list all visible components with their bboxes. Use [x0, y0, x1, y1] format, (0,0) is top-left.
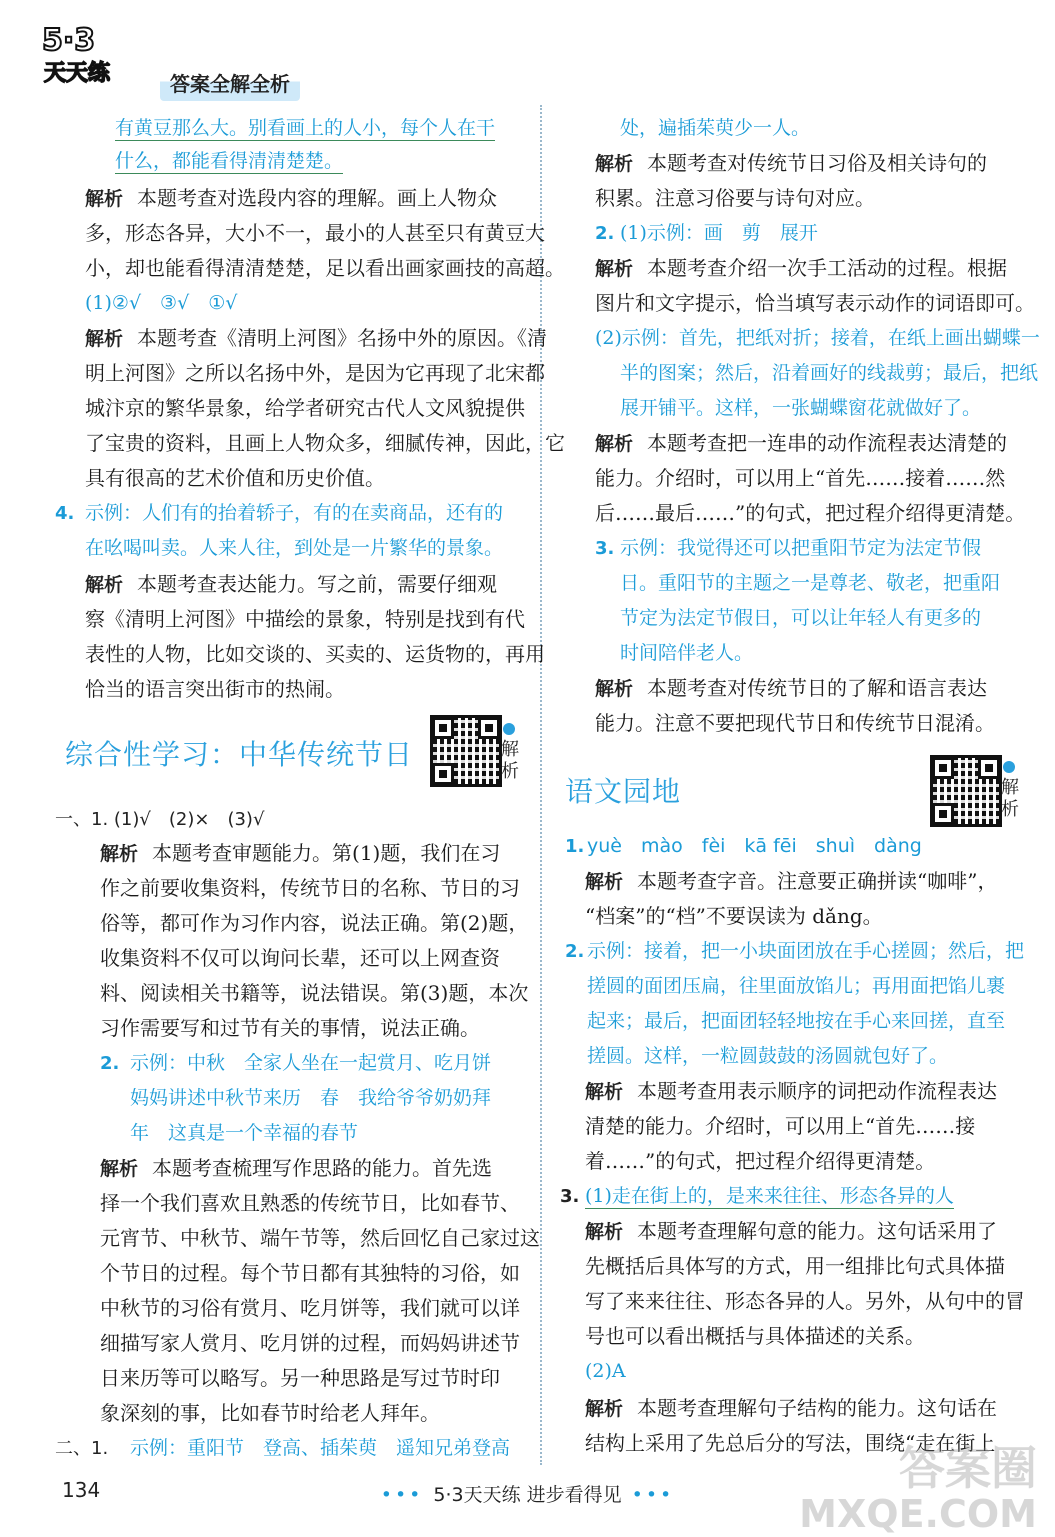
analysis-text: 俗等，都可作为习作内容，说法正确。第(2)题，: [100, 911, 529, 935]
analysis-text: 收集资料不仅可以询问长辈，还可以上网查资: [100, 946, 500, 970]
svg-text:天天练: 天天练: [44, 61, 111, 86]
answer-marks: (1)②√ ③√ ①√: [85, 292, 238, 314]
answer-line: (2)示例：首先，把纸对折；接着，在纸上画出蝴蝶一: [595, 327, 1040, 349]
analysis-text: 后……最后……”的句式，把过程介绍得更清楚。: [595, 501, 1026, 525]
answer-line: 时间陪伴老人。: [620, 642, 754, 664]
question-number: 3.: [560, 1186, 580, 1207]
answer-line: 什么，都能看得清清楚楚。: [115, 150, 344, 172]
analysis-text: 本题考查字音。注意要正确拼读“咖啡”，: [637, 869, 998, 893]
answer-line: 搓圆的面团压扁，往里面放馅儿；再用面把馅儿裹: [587, 975, 1006, 997]
jiexi-label: 解析: [100, 1158, 139, 1180]
analysis-text: 能力。注意不要把现代节日和传统节日混淆。: [595, 711, 995, 735]
analysis-text: 能力。介绍时，可以用上“首先……接着……然: [595, 466, 1006, 490]
analysis-text: 具有很高的艺术价值和历史价值。: [85, 466, 385, 490]
analysis-text: 清楚的能力。介绍时，可以用上“首先……接: [585, 1114, 976, 1138]
analysis-text: 表性的人物，比如交谈的、买卖的、运货物的，再用: [85, 642, 545, 666]
analysis-text: 本题考查理解句子结构的能力。这句话在: [637, 1396, 998, 1420]
answer-line: 有黄豆那么大。别看画上的人小，每个人在干: [115, 117, 496, 139]
analysis-text: 习作需要写和过节有关的事情，说法正确。: [100, 1016, 480, 1040]
dots-decoration: •••: [380, 1484, 424, 1506]
jiexi-label: 解析: [85, 188, 124, 210]
watermark-url: MXQE.COM: [799, 1492, 1037, 1536]
question-number: 一、1. (1)√ (2)× (3)√: [55, 809, 265, 830]
analysis-text: 先概括后具体写的方式，用一组排比句式具体描: [585, 1254, 1005, 1278]
slogan-text: 5·3天天练 进步看得见: [433, 1484, 622, 1506]
analysis-text: 细描写家人赏月、吃月饼的过程，而妈妈讲述节: [100, 1331, 520, 1355]
qr-code-icon[interactable]: [930, 755, 1002, 827]
answer-line: (1)示例：画 剪 展开: [620, 222, 818, 244]
jiexi-vertical-label: 解析: [501, 739, 519, 782]
analysis-text: 本题考查《清明上河图》名扬中外的原因。《清: [137, 326, 548, 350]
analysis-text: 个节日的过程。每个节日都有其独特的习俗，如: [100, 1261, 520, 1285]
section-title: 综合性学习：中华传统节日: [65, 738, 414, 771]
analysis-text: 图片和文字提示，恰当填写表示动作的词语即可。: [595, 291, 1035, 315]
dots-decoration: •••: [631, 1484, 675, 1506]
answer-line: 半的图案；然后，沿着画好的线裁剪；最后，把纸: [620, 362, 1039, 384]
analysis-text: 察《清明上河图》中描绘的景象，特别是找到有代: [85, 607, 525, 631]
answer-line: 妈妈讲述中秋节来历 春 我给爷爷奶奶拜: [130, 1087, 492, 1109]
analysis-text: 积累。注意习俗要与诗句对应。: [595, 186, 875, 210]
answer-line: 日。重阳节的主题之一是尊老、敬老，把重阳: [620, 572, 1001, 594]
answer-line: (2)A: [585, 1360, 626, 1382]
jiexi-vertical-label: 解析: [1001, 777, 1019, 820]
analysis-text: 本题考查用表示顺序的词把动作流程表达: [637, 1079, 998, 1103]
analysis-text: 日来历等可以略写。另一种思路是写过节时印: [100, 1366, 500, 1390]
question-number: 2.: [595, 223, 615, 244]
analysis-text: 小，却也能看得清清楚楚，足以看出画家画技的高超。: [85, 256, 565, 280]
answer-line: 示例：我觉得还可以把重阳节定为法定节假: [620, 537, 982, 559]
watermark: [799, 1441, 1037, 1537]
analysis-text: 本题考查审题能力。第(1)题，我们在习: [152, 841, 501, 865]
page-number: 134: [62, 1478, 101, 1502]
answer-line: 年 这真是一个幸福的春节: [130, 1122, 359, 1144]
jiexi-label: 解析: [595, 678, 634, 700]
question-number: 2.: [565, 941, 585, 962]
watermark-line: 答案圈: [899, 1441, 1037, 1495]
analysis-text: 结构上采用了先总后分的写法，围绕“走在街上: [585, 1431, 996, 1455]
analysis-text: 元宵节、中秋节、端午节等，然后回忆自己家过这: [100, 1226, 540, 1250]
answer-line: 示例：中秋 全家人坐在一起赏月、吃月饼: [130, 1052, 492, 1074]
analysis-text: 本题考查介绍一次手工活动的过程。根据: [647, 256, 1008, 280]
section-title: 语文园地: [565, 775, 682, 808]
analysis-text: 写了来来往往、形态各异的人。另外，从句中的冒: [585, 1289, 1025, 1313]
answer-line: 示例：重阳节 登高、插茱萸 遥知兄弟登高: [130, 1437, 511, 1459]
play-icon: [1003, 761, 1015, 773]
answer-line: 处，遍插茱萸少一人。: [620, 117, 811, 139]
page-header: [40, 18, 540, 96]
analysis-text: “档案”的“档”不要误读为 dǎng。: [585, 904, 883, 928]
answer-line: 节定为法定节假日，可以让年轻人有更多的: [620, 607, 982, 629]
analysis-text: 恰当的语言突出街市的热闹。: [85, 677, 345, 701]
question-number: 4.: [55, 503, 75, 524]
jiexi-label: 解析: [585, 1081, 624, 1103]
answer-line: 展开铺平。这样，一张蝴蝶窗花就做好了。: [620, 397, 982, 419]
analysis-text: 本题考查理解句意的能力。这句话采用了: [637, 1219, 998, 1243]
answer-line: (1)走在街上的，是来来往往、形态各异的人: [585, 1185, 954, 1207]
column-divider: [540, 105, 542, 1465]
analysis-text: 本题考查对传统节日习俗及相关诗句的: [647, 151, 988, 175]
analysis-text: 作之前要收集资料，传统节日的名称、节日的习: [100, 876, 520, 900]
analysis-text: 明上河图》之所以名扬中外，是因为它再现了北宋都: [85, 361, 545, 385]
analysis-text: 料、阅读相关书籍等，说法错误。第(3)题，本次: [100, 981, 529, 1005]
jiexi-label: 解析: [85, 328, 124, 350]
qr-code-icon[interactable]: [430, 715, 502, 787]
header-title: 答案全解全析: [160, 66, 300, 101]
jiexi-label: 解析: [585, 1221, 624, 1243]
analysis-text: 本题考查对选段内容的理解。画上人物众: [137, 186, 498, 210]
analysis-text: 着……”的句式，把过程介绍得更清楚。: [585, 1149, 936, 1173]
jiexi-label: 解析: [595, 258, 634, 280]
question-number: 3.: [595, 538, 615, 559]
analysis-text: 择一个我们喜欢且熟悉的传统节日，比如春节、: [100, 1191, 520, 1215]
jiexi-label: 解析: [100, 843, 139, 865]
analysis-text: 象深刻的事，比如春节时给老人拜年。: [100, 1401, 440, 1425]
pinyin-answer: yuè mào fèi kā fēi shuì dàng: [587, 835, 922, 857]
analysis-text: 本题考查表达能力。写之前，需要仔细观: [137, 572, 498, 596]
question-number: 1.: [565, 836, 585, 857]
jiexi-label: 解析: [595, 153, 634, 175]
analysis-text: 号也可以看出概括与具体描述的关系。: [585, 1324, 925, 1348]
analysis-text: 了宝贵的资料，且画上人物众多，细腻传神，因此，它: [85, 431, 565, 455]
answer-line: 在吆喝叫卖。人来人往，到处是一片繁华的景象。: [85, 537, 504, 559]
analysis-text: 中秋节的习俗有赏月、吃月饼等，我们就可以详: [100, 1296, 520, 1320]
analysis-text: 多，形态各异，大小不一，最小的人甚至只有黄豆大: [85, 221, 545, 245]
answer-line: 示例：接着，把一小块面团放在手心搓圆；然后，把: [587, 940, 1025, 962]
jiexi-label: 解析: [585, 1398, 624, 1420]
jiexi-label: 解析: [595, 433, 634, 455]
question-number: 二、1.: [55, 1438, 109, 1459]
answer-line: 示例：人们有的抬着轿子，有的在卖商品，还有的: [85, 502, 504, 524]
analysis-text: 本题考查对传统节日的了解和语言表达: [647, 676, 988, 700]
jiexi-label: 解析: [585, 871, 624, 893]
brand-logo-icon: [40, 18, 120, 88]
answer-line: 搓圆。这样，一粒圆鼓鼓的汤圆就包好了。: [587, 1045, 949, 1067]
analysis-text: 城汴京的繁华景象，给学者研究古代人文风貌提供: [85, 396, 525, 420]
analysis-text: 本题考查梳理写作思路的能力。首先选: [152, 1156, 493, 1180]
answer-line: 起来；最后，把面团轻轻地按在手心来回搓，直至: [587, 1010, 1006, 1032]
analysis-text: 本题考查把一连串的动作流程表达清楚的: [647, 431, 1008, 455]
jiexi-label: 解析: [85, 574, 124, 596]
play-icon: [503, 723, 515, 735]
svg-text:5·3: 5·3: [42, 23, 96, 58]
question-number: 2.: [100, 1053, 120, 1074]
